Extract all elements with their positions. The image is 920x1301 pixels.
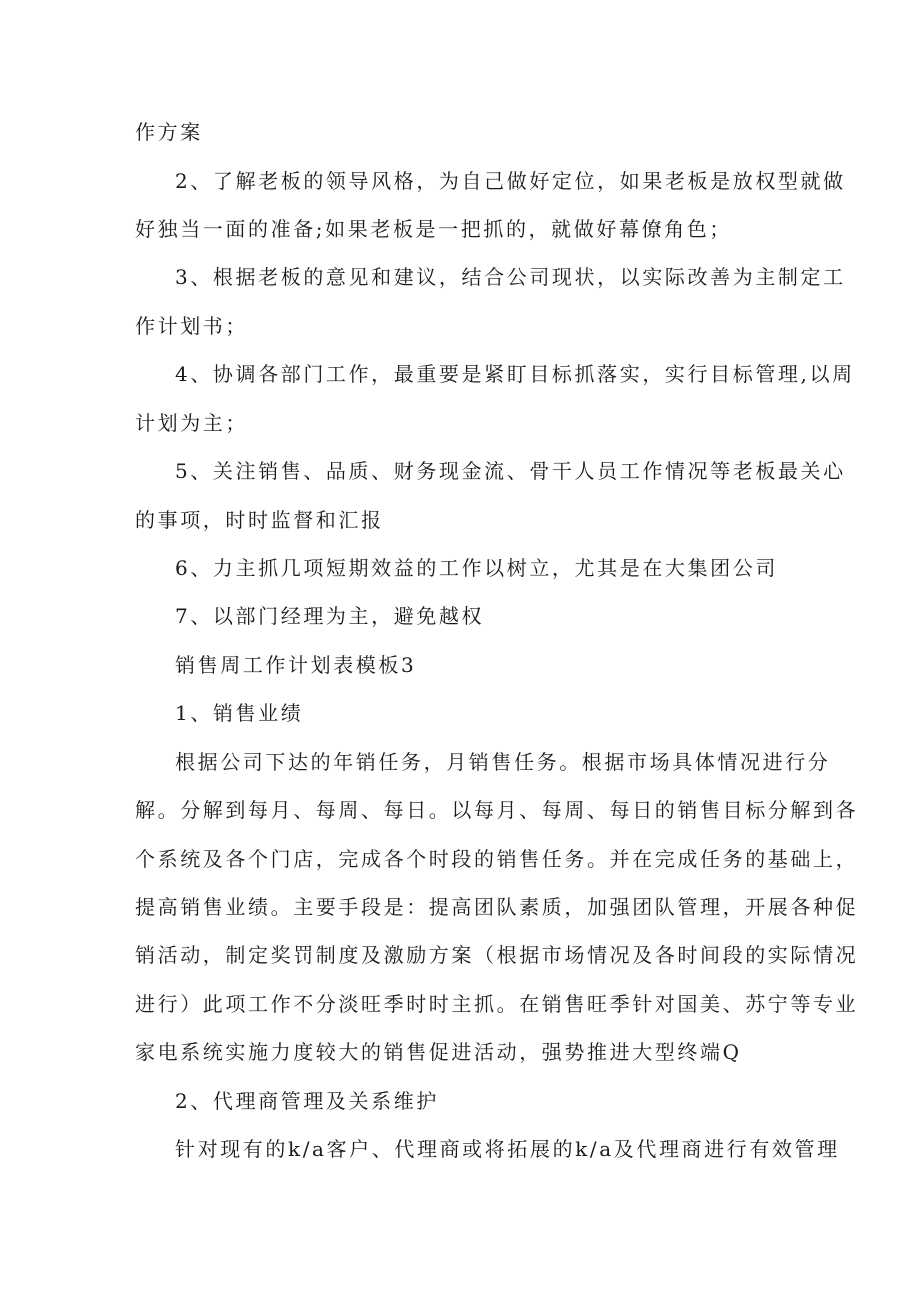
- text-line: 销活动，制定奖罚制度及激励方案（根据市场情况及各时间段的实际情况: [135, 943, 859, 967]
- text-line: 好独当一面的准备;如果老板是一把抓的，就做好幕僚角色；: [135, 217, 732, 241]
- text-line: 4、协调各部门工作，最重要是紧盯目标抓落实，实行目标管理,以周: [175, 362, 855, 386]
- text-line: 的事项，时时监督和汇报: [135, 508, 384, 532]
- text-line: 6、力主抓几项短期效益的工作以树立，尤其是在大集团公司: [175, 556, 778, 580]
- text-line: 作方案: [135, 120, 203, 144]
- text-line: 解。分解到每月、每周、每日。以每月、每周、每日的销售目标分解到各: [135, 798, 859, 822]
- text-line: 3、根据老板的意见和建议，结合公司现状，以实际改善为主制定工: [175, 265, 846, 289]
- text-line: 针对现有的k/a客户、代理商或将拓展的k/a及代理商进行有效管理: [175, 1137, 840, 1161]
- text-line: 个系统及各个门店，完成各个时段的销售任务。并在完成任务的基础上，: [135, 847, 859, 871]
- text-line: 进行）此项工作不分淡旺季时时主抓。在销售旺季针对国美、苏宁等专业: [135, 992, 859, 1016]
- text-line: 1、销售业绩: [175, 701, 304, 725]
- text-line: 作计划书；: [135, 314, 248, 338]
- text-line: 2、代理商管理及关系维护: [175, 1089, 439, 1113]
- text-line: 提高销售业绩。主要手段是：提高团队素质，加强团队管理，开展各种促: [135, 895, 859, 919]
- text-line: 家电系统实施力度较大的销售促进活动，强势推进大型终端Q: [135, 1040, 742, 1064]
- section-heading: 销售周工作计划表模板3: [175, 653, 417, 677]
- text-line: 5、关注销售、品质、财务现金流、骨干人员工作情况等老板最关心: [175, 459, 846, 483]
- text-line: 7、以部门经理为主，避免越权: [175, 604, 485, 628]
- text-line: 2、了解老板的领导风格，为自己做好定位，如果老板是放权型就做: [175, 169, 846, 193]
- text-line: 计划为主；: [135, 411, 248, 435]
- text-line: 根据公司下达的年销任务，月销售任务。根据市场具体情况进行分: [175, 750, 831, 774]
